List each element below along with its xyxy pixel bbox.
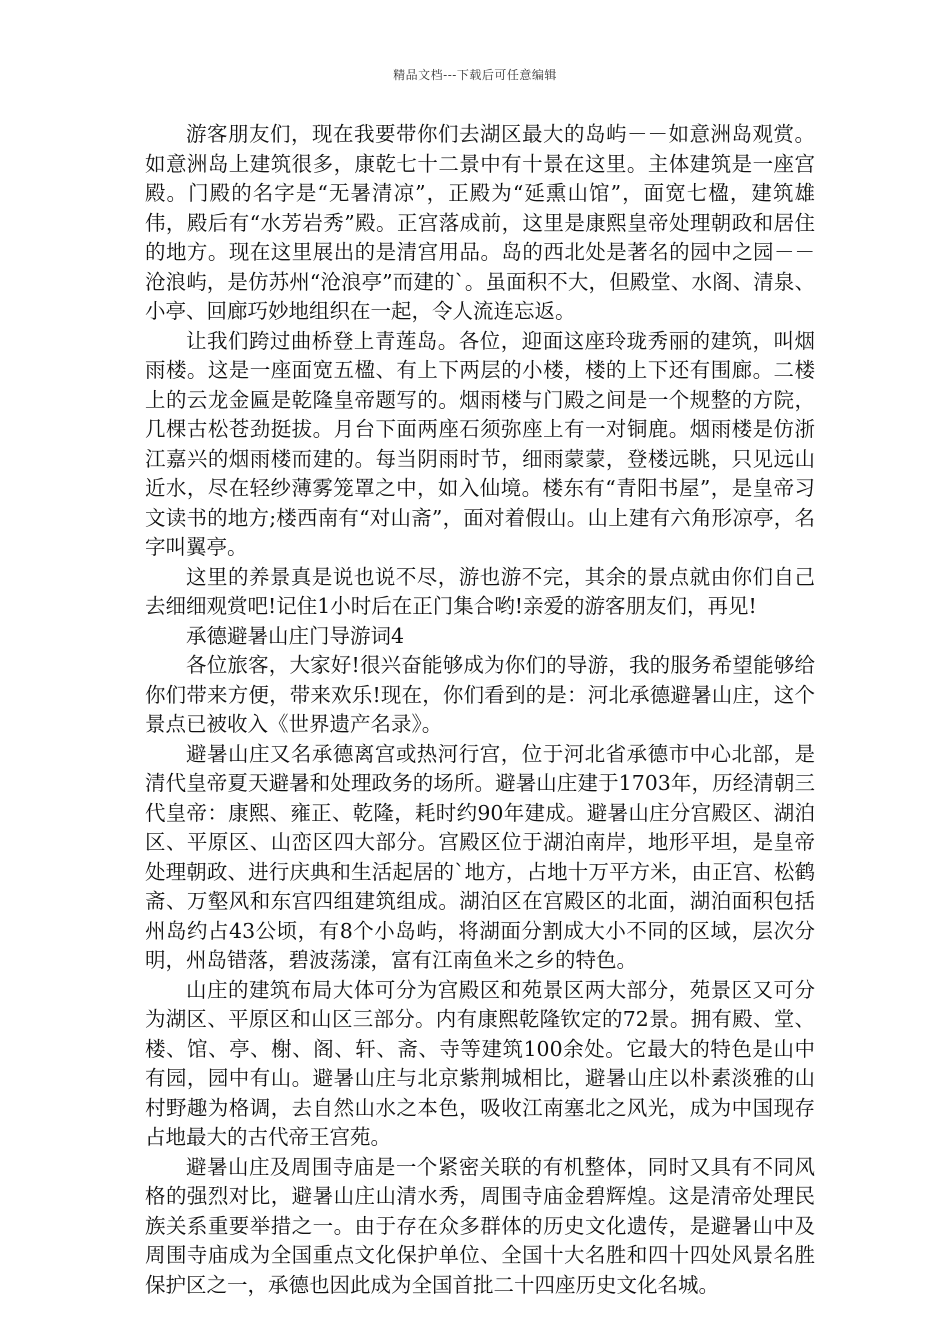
paragraph-farewell: 这里的养景真是说也说不尽，游也游不完，其余的景点就由你们自己去细细观赏吧!记住1小时后在正门集合哟!亲爱的游客朋友们，再见! [145,564,815,618]
page-header-note: 精品文档---下载后可任意编辑 [393,68,557,82]
paragraph-yanyulou: 让我们跨过曲桥登上青莲岛。各位，迎面这座玲珑秀丽的建筑，叫烟雨楼。这是一座面宽五楹、有上下两层的小楼，楼的上下还有围廊。二楼上的云龙金匾是乾隆皇帝题写的。烟雨楼与门殿之间是一个规整的方院，几棵古松苍劲挺拔。月台下面两座石须弥座上有一对铜鹿。烟雨楼是仿浙江嘉兴的烟雨楼而建的。每当阴雨时节，细雨蒙蒙，登楼远眺，只见远山近水，尽在轻纱薄雾笼罩之中，如入仙境。楼东有“青阳书屋”，是皇帝习文读书的地方;楼西南有“对山斋”，面对着假山。山上建有六角形凉亭，名字叫翼亭。 [145,328,815,559]
paragraph-overview: 避暑山庄又名承德离宫或热河行宫，位于河北省承德市中心北部，是清代皇帝夏天避暑和处理政务的场所。避暑山庄建于1703年，历经清朝三代皇帝：康熙、雍正、乾隆，耗时约90年建成。避暑山庄分宫殿区、湖泊区、平原区、山峦区四大部分。宫殿区位于湖泊南岸，地形平坦，是皇帝处理朝政、进行庆典和生活起居的`地方，占地十万平方米，由正宫、松鹤斋、万壑风和东宫四组建筑组成。湖泊区在宫殿区的北面，湖泊面积包括州岛约占43公顷，有8个小岛屿，将湖面分割成大小不同的区域，层次分明，州岛错落，碧波荡漾，富有江南鱼米之乡的特色。 [145,741,815,972]
document-body [145,120,815,1300]
section-title: 承德避暑山庄门导游词4 [186,623,405,648]
paragraph-ruyizhou: 游客朋友们，现在我要带你们去湖区最大的岛屿－－如意洲岛观赏。如意洲岛上建筑很多，康乾七十二景中有十景在这里。主体建筑是一座宫殿。门殿的名字是“无暑清凉”，正殿为“延熏山馆”，面宽七楹，建筑雄伟，殿后有“水芳岩秀”殿。正宫落成前，这里是康熙皇帝处理朝政和居住的地方。现在这里展出的是清宫用品。岛的西北处是著名的园中之园－－沧浪屿，是仿苏州“沧浪亭”而建的`。虽面积不大，但殿堂、水阁、清泉、小亭、回廊巧妙地组织在一起，令人流连忘返。 [145,122,815,323]
paragraph-temples: 避暑山庄及周围寺庙是一个紧密关联的有机整体，同时又具有不同风格的强烈对比，避暑山庄山清水秀，周围寺庙金碧辉煌。这是清帝处理民族关系重要举措之一。由于存在众多群体的历史文化遗传，是避暑山中及周围寺庙成为全国重点文化保护单位、全国十大名胜和四十四处风景名胜保护区之一，承德也因此成为全国首批二十四座历史文化名城。 [145,1154,815,1297]
paragraph-layout: 山庄的建筑布局大体可分为宫殿区和苑景区两大部分，苑景区又可分为湖区、平原区和山区三部分。内有康熙乾隆钦定的72景。拥有殿、堂、楼、馆、亭、榭、阁、轩、斋、寺等建筑100余处。它最大的特色是山中有园，园中有山。避暑山庄与北京紫荆城相比，避暑山庄以朴素淡雅的山村野趣为格调，去自然山水之本色，吸收江南塞北之风光，成为中国现存占地最大的古代帝王宫苑。 [145,977,815,1149]
paragraph-greeting: 各位旅客，大家好!很兴奋能够成为你们的导游，我的服务希望能够给你们带来方便，带来欢乐!现在，你们看到的是：河北承德避暑山庄，这个景点已被收入《世界遗产名录》。 [145,653,815,736]
